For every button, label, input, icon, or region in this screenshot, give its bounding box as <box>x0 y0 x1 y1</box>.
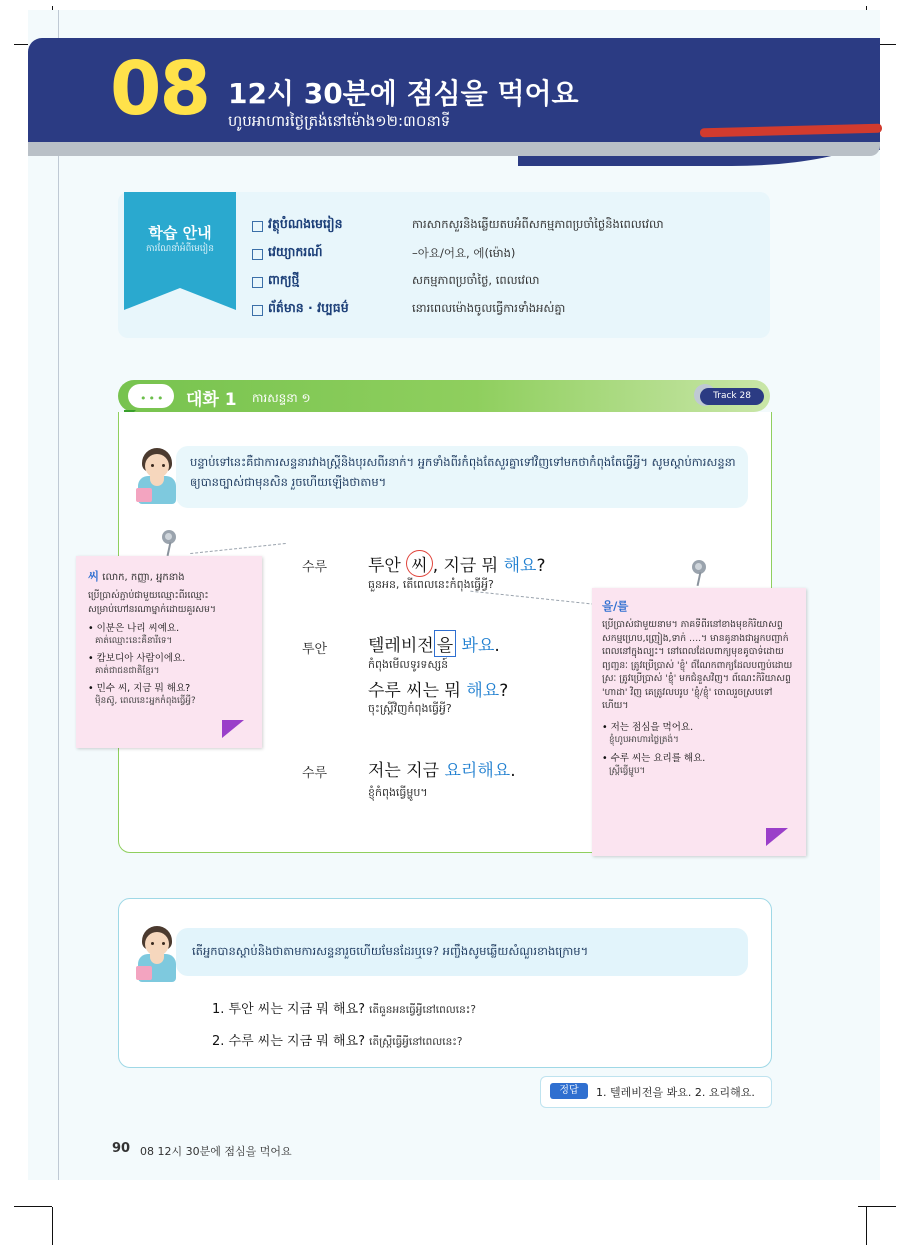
practice-intro-text: តើអ្នកបានស្តាប់និងថាតាមការសន្ទនារួចហើយមែនដែរឬទេ? អញ្ចឹងសូមឆ្លើយសំណួរខាងក្រោម។ <box>192 944 589 958</box>
objective-value: –아요/어요, 에(ម៉ោង) <box>412 246 516 260</box>
grammar-highlight: 해요 <box>466 681 500 701</box>
dialogue-title-ko: 대화 1 <box>186 390 237 410</box>
example-km: គាត់ឈ្មោះនេះគឺនារីទេ។ <box>95 636 173 646</box>
dialogue-line-km: ធួនអន, តើពេលនេះកំពុងធ្វើអ្វី? <box>368 578 494 591</box>
note-title-km: លោក, កញ្ញា, អ្នកនាង <box>99 572 185 583</box>
objectives-tab-title-ko: 학습 안내 <box>148 224 212 242</box>
dialogue-line-km: កំពុងមើលទូរទស្សន៍ <box>368 658 449 671</box>
dialogue-line-ko <box>368 676 508 701</box>
objective-row <box>252 216 762 244</box>
speaker-name: 수루 <box>302 560 328 575</box>
line-text: ? <box>536 556 546 576</box>
speaker-name: 투안 <box>302 642 328 657</box>
note-example: • 캄보디아 사람이에요. គាត់ជាជនជាតិខ្មែរ។ <box>88 652 252 678</box>
teacher-avatar <box>136 926 178 982</box>
note-left-content <box>88 568 252 708</box>
answer-label-badge: 정답 <box>550 1083 588 1099</box>
objective-label: ពាក្យថ្មី <box>268 272 300 287</box>
note-right-content <box>602 598 794 778</box>
note-examples <box>602 721 794 778</box>
dialogue-line-ko <box>368 756 516 781</box>
note-body: ប្រើប្រាស់ជាមួយនាម។ ភាគទីពីរនៅខាងមុខកិរិយាសព្ទសកម្មហ្រេប,ញ្រៀង,ទាក់ ….។ មានគូនាងជាអ្នកបញ្ជាក់ពេលនៅក្នុងល្បះ។ នៅពេលដែលពាក្យមុខគូបាទ់ដោយព្យញ្ជនៈ ត្រូវប្រើប្រាស់ 'ខ្ញុំ' ព័ណែកពាក្យដែលបញ្ចប់ដោយស្រៈ ត្រូវប្រើប្រាស់ 'ខ្ញុំ' មកជំនួសវិញ។ ព័ណេះកិរិយាសព្ទ 'ហាដា' វិញ គេត្រូវលបរូប 'ខ្ញុំ/ខ្ញុំ' ចោលរួចស្របទៅហើយ។ <box>602 619 793 711</box>
example-ko: 이분은 나리 씨예요. <box>96 623 180 634</box>
note-example: • 저는 점심을 먹어요. ខ្ញុំហូបអាហារថ្ងៃត្រង់។ <box>602 721 794 747</box>
unit-number: 08 <box>110 46 209 132</box>
question-km: តើស្ត្រីធ្វើអ្វីនៅពេលនេះ? <box>369 1036 463 1048</box>
track-badge[interactable]: Track 28 <box>700 388 764 405</box>
objective-label: វេយ្យាករណ៍ <box>268 244 323 259</box>
objective-label: វត្ថុបំណងមេរៀន <box>268 216 343 231</box>
dialogue-intro-text: បន្ទាប់ទៅនេះគឺជាការសន្ទនារវាងស្ត្រីនិងបុរសពីរនាក់។ អ្នកទាំងពីរកំពុងតែសួរគ្នាទៅវិញទៅមកថាកំពុងតែធ្វើអ្វី។ សូមស្តាប់ការសន្ទនាឲ្យបានច្បាស់ជាមុនសិន រួចហើយឡើងថាតាម។ <box>190 455 736 489</box>
objective-row <box>252 244 762 272</box>
example-km: គាត់ជាជនជាតិខ្មែរ។ <box>95 666 160 676</box>
teacher-avatar <box>136 448 178 504</box>
dialogue-line-ko <box>368 630 500 657</box>
objectives-tab-point <box>124 288 236 310</box>
objectives-rows <box>252 216 762 328</box>
page-margin-rule <box>58 10 59 1180</box>
unit-title-korean: 12시 30분에 점심을 먹어요 <box>228 77 579 110</box>
objectives-tab-title-km: ការណែនាំអំពីមេរៀន <box>146 244 214 254</box>
dialogue-line-km: ចុះស្ត្រីវិញកំពុងធ្វើអ្វី? <box>368 702 452 715</box>
question-km: តើធួនអនធ្វើអ្វីនៅពេលនេះ? <box>369 1004 476 1016</box>
banner-grey-strip <box>28 142 880 156</box>
grammar-highlight: 해요 <box>503 556 537 576</box>
note-title <box>88 568 252 585</box>
checkbox-icon[interactable] <box>252 277 263 288</box>
speaker-name: 수루 <box>302 766 328 781</box>
line-text: 저는 지금 <box>368 761 445 781</box>
example-ko: 저는 점심을 먹어요. <box>610 721 694 733</box>
highlight-circle: 씨 <box>406 550 432 577</box>
question-ko: 투안 씨는 지금 뭐 해요? <box>228 1002 365 1017</box>
example-ko: 캄보디아 사람이에요. <box>96 653 186 664</box>
note-example: • 이분은 나리 씨예요. គាត់ឈ្មោះនេះគឺនារីទេ។ <box>88 622 252 648</box>
question-number: 1. <box>212 1002 225 1017</box>
objective-label: ព័ត៌មាន · វប្បធម៌ <box>268 300 349 315</box>
objective-row <box>252 272 762 300</box>
objective-value: នោរពេលម៉ោងចូលធ្វើការទាំងអស់គ្នា <box>412 301 566 315</box>
grammar-highlight: 요리해요 <box>444 761 511 781</box>
dialogue-title-km: ការសន្ទនា ១ <box>252 391 311 405</box>
checkbox-icon[interactable] <box>252 249 263 260</box>
note-fold-corner <box>766 828 788 846</box>
example-km: ខ្ញុំហូបអាហារថ្ងៃត្រង់។ <box>609 734 679 745</box>
speech-bubble-dots-icon: ••• <box>140 392 166 405</box>
practice-question <box>212 1030 462 1051</box>
note-example: • 민수 씨, 지금 뭐 해요? ម៉ិនស៊ូ, ពេលនេះអ្នកកំពុងធ្វើអ្វី? <box>88 682 252 708</box>
example-km: ស្ត្រីធ្វើម្ហូប។ <box>609 765 646 776</box>
note-title: 을/를 <box>602 599 629 613</box>
note-body: ប្រើប្រាស់ភ្ជាប់ជាមួយឈ្មោះពីរឈ្មោះ សម្រាប់ហៅនរណាម្នាក់ដោយគួរសម។ <box>88 590 216 615</box>
checkbox-icon[interactable] <box>252 221 263 232</box>
line-text: ? <box>499 681 509 701</box>
note-title-ko: 씨 <box>88 569 100 583</box>
answer-text: 1. 텔레비전을 봐요. 2. 요리해요. <box>596 1086 755 1099</box>
line-text: . <box>494 636 500 656</box>
dialogue-line-km: ខ្ញុំកំពុងធ្វើម្ហូប។ <box>368 786 428 799</box>
line-text: 수루 씨는 뭐 <box>368 681 467 701</box>
objective-value: សកម្មភាពប្រចាំថ្ងៃ, ពេលវេលា <box>412 273 540 287</box>
example-km: ម៉ិនស៊ូ, ពេលនេះអ្នកកំពុងធ្វើអ្វី? <box>95 696 196 706</box>
question-ko: 수루 씨는 지금 뭐 해요? <box>228 1034 365 1049</box>
line-text: 투안 <box>368 556 407 576</box>
line-text: 텔레비전 <box>368 636 434 656</box>
checkbox-icon[interactable] <box>252 305 263 316</box>
example-ko: 수루 씨는 요리를 해요. <box>610 752 706 764</box>
line-text: . <box>510 761 516 781</box>
grammar-box: 을 <box>434 630 456 657</box>
note-example: • 수루 씨는 요리를 해요. ស្ត្រីធ្វើម្ហូប។ <box>602 752 794 778</box>
question-number: 2. <box>212 1034 225 1049</box>
note-fold-corner <box>222 720 244 738</box>
note-examples <box>88 622 252 708</box>
dialogue-line-ko <box>368 550 545 577</box>
footer-title: 08 12시 30분에 점심을 먹어요 <box>140 1145 292 1158</box>
objective-value: ការសាកសួរនិងឆ្លើយតបអំពីសកម្មភាពប្រចាំថ្ងៃនិងពេលវេលា <box>412 217 664 231</box>
example-ko: 민수 씨, 지금 뭐 해요? <box>96 683 191 694</box>
unit-title-khmer: ហូបអាហារថ្ងៃត្រង់នៅម៉ោង១២:៣០នាទី <box>228 112 451 130</box>
objective-row <box>252 300 762 328</box>
practice-question <box>212 998 476 1019</box>
pin-icon <box>160 530 178 556</box>
grammar-highlight: 봐요 <box>456 636 495 656</box>
page-number: 90 <box>112 1141 131 1156</box>
line-text: , 지금 뭐 <box>432 556 504 576</box>
pin-icon <box>690 560 708 586</box>
